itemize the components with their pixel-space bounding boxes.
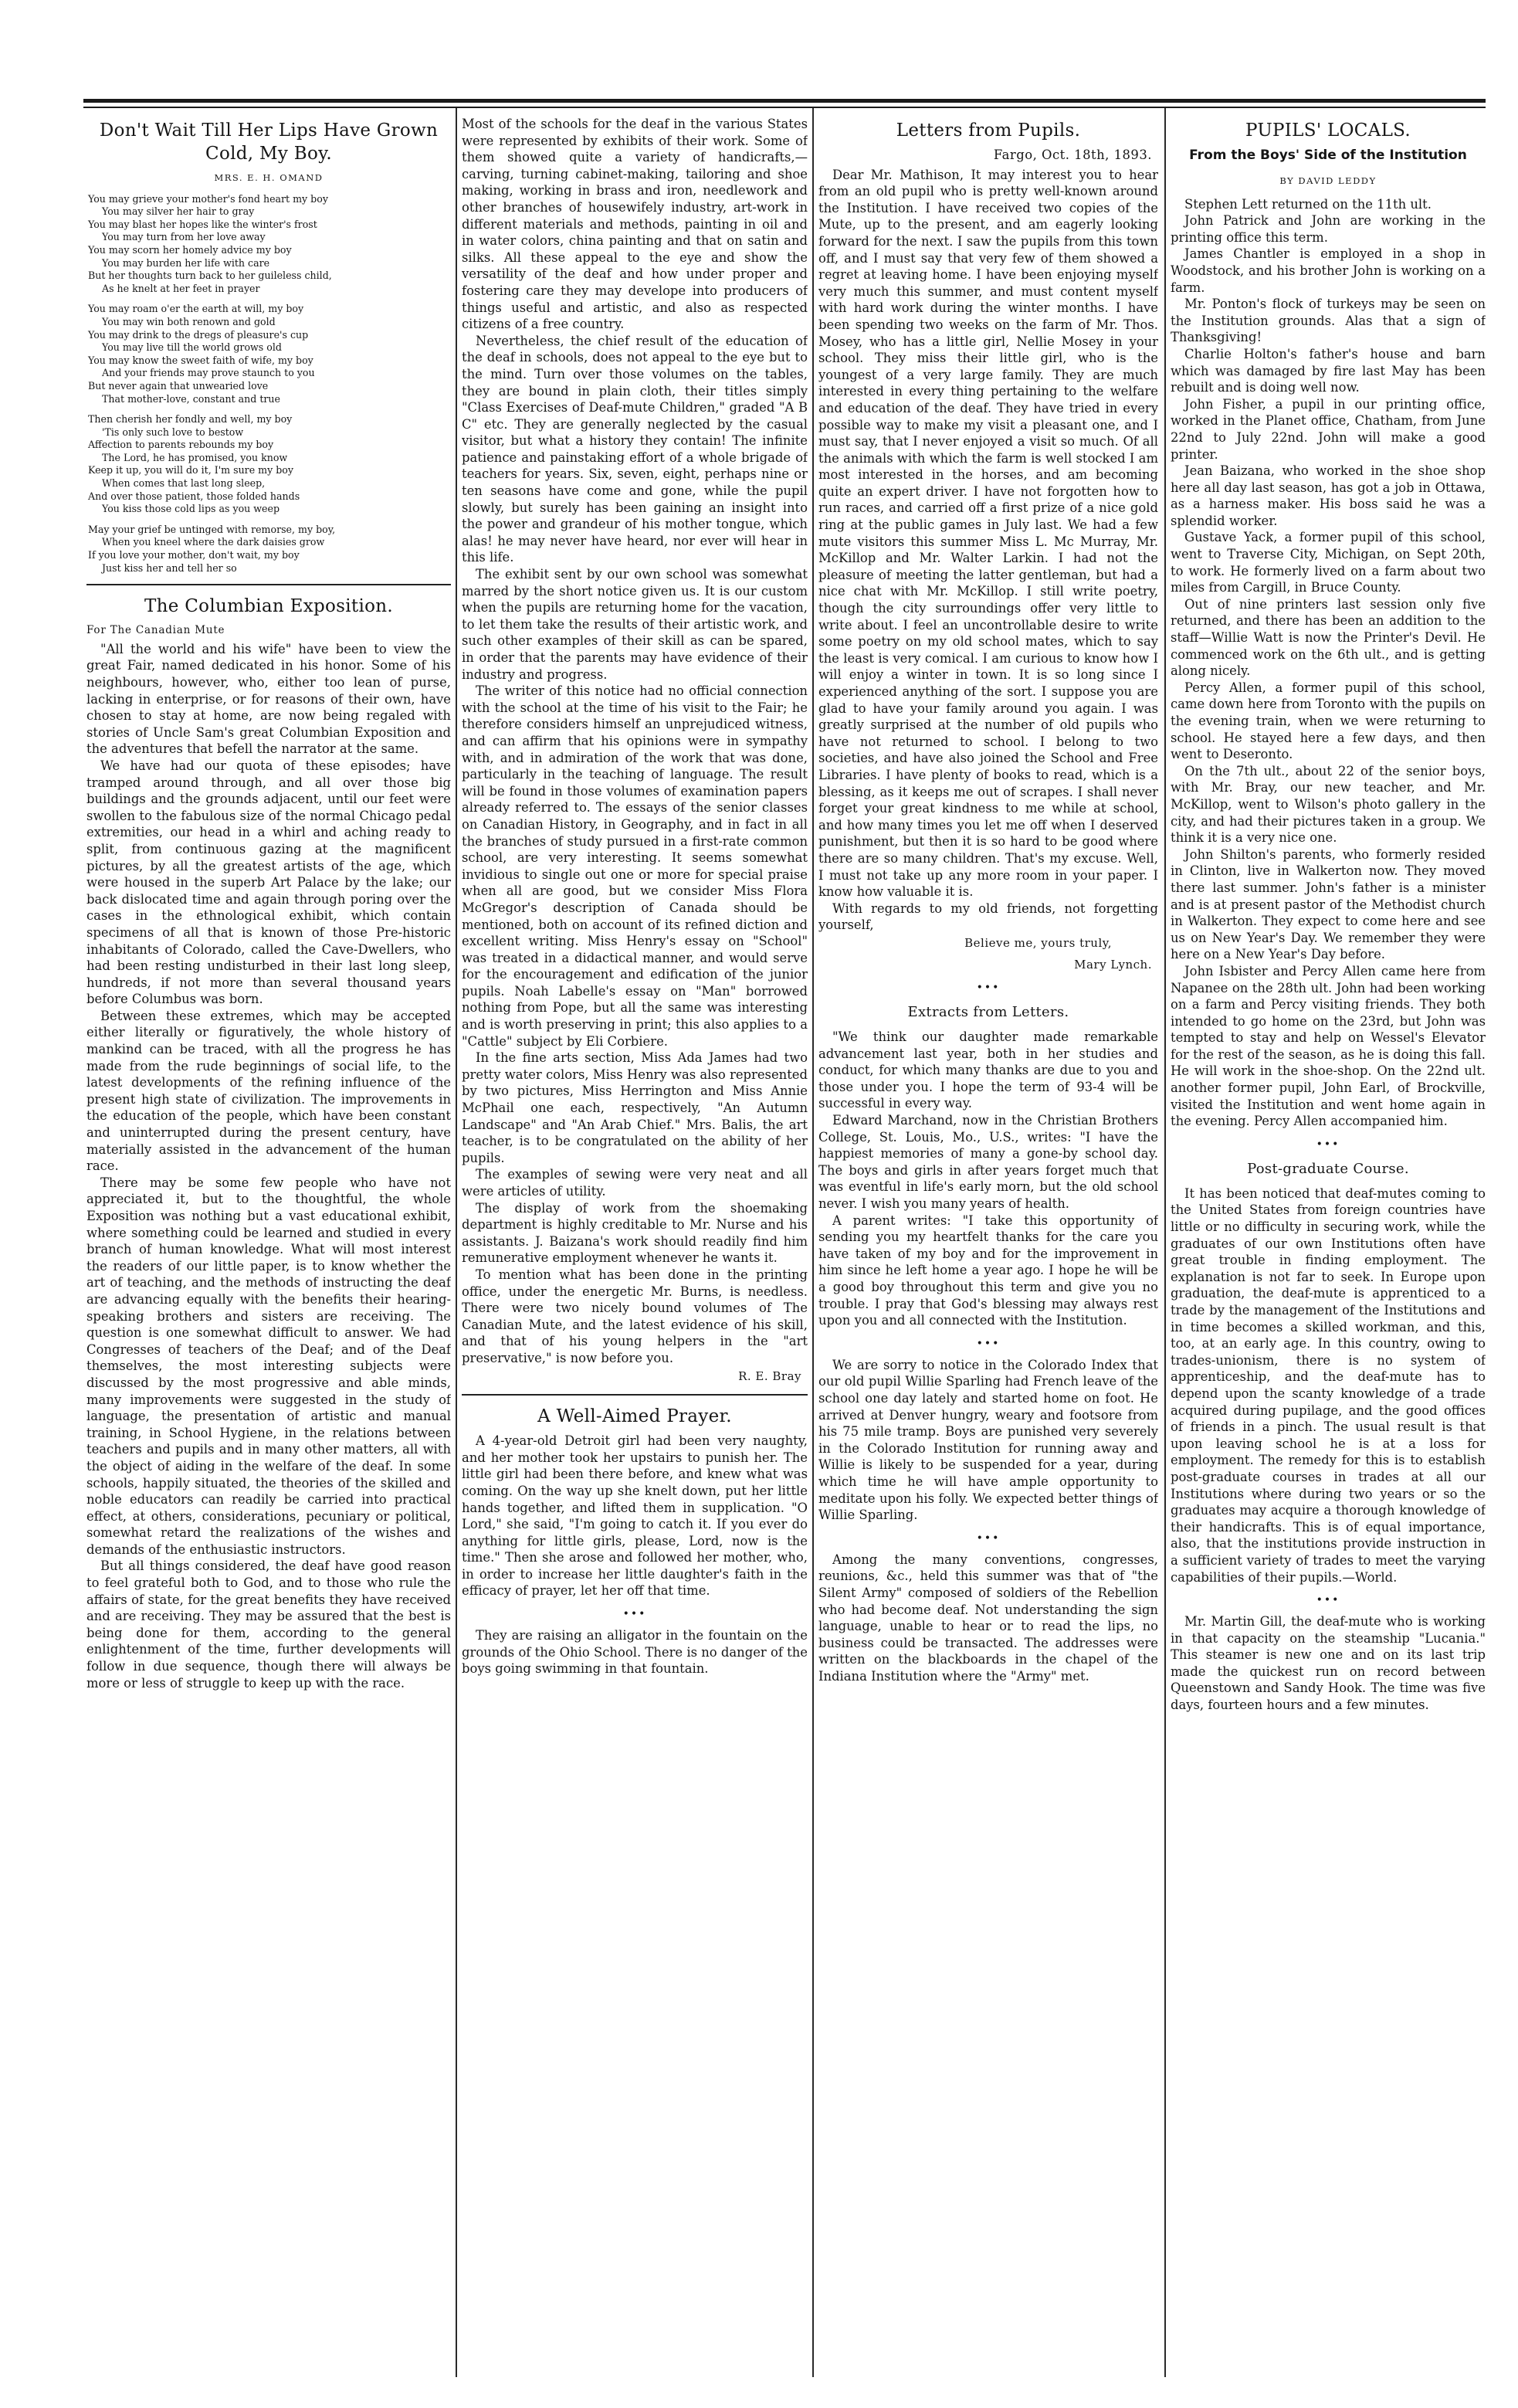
expo-paragraph: The exhibit sent by our own school was somewhat marred by the short notice given us. It is our custom when the pupils are returning home for the vacation, to let them take the results of their artistic work, and such other examples of their skill as can be spared, in order that the parents may have evidence of their industry and progress.	[462, 567, 808, 682]
poem-line: If you love your mother, don't wait, my boy	[88, 549, 300, 561]
column-rule	[456, 108, 457, 2377]
column-3	[818, 116, 1158, 2377]
extracts-paragraph: A parent writes: "I take this opportunity of sending you my heartfelt thanks for the care you have taken of my boy and for the improvement in him since he left home a year ago. I hope he will be a good boy throughout this term and give you no trouble. I pray that God's blessing may always rest upon you and all connected with the Institution.	[818, 1212, 1158, 1328]
expo-paragraph: "All the world and his wife" have been to view the great Fair, named dedicated in his honor. Some of his neighbours, however, who, either too lean of purse, lacking in enterprise, or for reasons of their own, have chosen to stay at home, are now being regaled with stories of Uncle Sam's great Columbian Exposition and the adventures that befell the narrator at the same.	[86, 641, 451, 757]
locals-item: John Fisher, a pupil in our printing office, worked in the Planet office, Chatham, from June 22nd to July 22nd. John will make a good printer.	[1171, 396, 1486, 462]
poem-line: Then cherish her fondly and well, my boy	[88, 413, 293, 426]
gill-paragraph: Mr. Martin Gill, the deaf-mute who is working in that capacity on the steamship "Lucania." This steamer is new one and on its last trip made the quickest run on record between Queenstown and Sandy Hook. The time was five days, fourteen hours and a few minutes.	[1171, 1614, 1486, 1713]
postgrad-paragraph: It has been noticed that deaf-mutes coming to the United States from foreign countries have little or no difficulty in securing work, while the graduates of our own Institutions often have great trouble in finding employment. The explanation is not far to seek. In Europe upon graduation, the deaf-mute is apprenticed to a trade by the management of the Institutions and in time becomes a skilled workman, and this, too, at an early age. In this country, owing to trades-unionism, there is no system of apprenticeship, and the deaf-mute has to depend upon the scanty knowledge of a trade acquired during pupilage, and the good offices of friends in a pinch. The usual result is that upon leaving school he is at a loss for employment. The remedy for this is to establish post-graduate courses in trades at all our Institutions where during two years or so the graduates may acquire a thorough knowledge of their handicrafts. This is of equal importance, also, that the institutions provide instruction in a sufficient variety of trades to meet the varying capabilities of their pupils.—World.	[1171, 1185, 1486, 1585]
poem-line: You may drink to the dregs of pleasure's cup	[88, 328, 309, 341]
locals-item: Mr. Ponton's flock of turkeys may be seen on the Institution grounds. Alas that a sign of Thanksgiving!	[1171, 297, 1486, 345]
locals-item: Stephen Lett returned on the 11th ult.	[1184, 196, 1432, 212]
poem-line: You may scorn her homely advice my boy	[88, 243, 292, 256]
poem-line: Just kiss her and tell her so	[102, 561, 237, 574]
extracts-title: Extracts from Letters.	[907, 1004, 1069, 1021]
expo-paragraph: But all things considered, the deaf have good reason to feel grateful both to God, and to those who rule the affairs of state, for the great benefits they have received and are receiving. They may be assured that the best is being done for them, according to the general enlightenment of the time, further developments will follow in due sequence, though there will always be more or less of struggle to keep up with the race.	[86, 1558, 451, 1691]
extracts-paragraph: "We think our daughter made remarkable advancement last year, both in her studies and conduct, for which many thanks are due to you and those under you. I hope the term of 93-4 will be successful in every way.	[818, 1029, 1158, 1111]
expo-signature: R. E. Bray	[738, 1368, 801, 1383]
locals-item: James Chantler is employed in a shop in Woodstock, and his brother John is working on a farm.	[1171, 246, 1486, 295]
ornament-divider: •••	[976, 982, 1001, 995]
poem-line: You may turn from her love away	[102, 231, 266, 243]
letter-paragraph: Dear Mr. Mathison, It may interest you to hear from an old pupil who is pretty well-known around the Institution. I have received two copies of the Mute, up to the present, and am eagerly looking forward for the next. I saw the pupils from this town off, and I must say that very few of them showed a regret at leaving home. I have been enjoying myself very much this summer, and must content myself with hard work during the winter months. I have been spending two weeks on the farm of Mr. Thos. Mosey, who has a little girl, Nellie Mosey in your school. They miss their little girl, who is the youngest of a very large family. They are much interested in every thing pertaining to the welfare and education of the deaf. They have tried in every possible way to make my visit a pleasant one, and I must say, that I never enjoyed a visit so much. Of all the animals with which the farm is well stocked I am most interested in the horses, and am becoming quite an expert driver. I have not forgotten how to run races, and carried off a first prize of a nice gold ring at the public games in July last. We had a few mute visitors this summer Miss L. Mc Murray, Mr. McKillop and Mr. Walter Larkin. I had not the pleasure of meeting the latter gentleman, but had a nice chat with Mr. McKillop. I still write poetry, though the city surroundings offer very little to write about. I feel an uncontrollable desire to write some poetry on my old school mates, which to say the least is very comical. I am curious to know how I will enjoy a winter in town. It is so long since I experienced anything of the sort. I suppose you are glad to have your family around you again. I was greatly surprised at the number of old pupils who have not returned to school. I belong to two societies, and have also joined the School and Free Libraries. I have plenty of books to read, which is a blessing, as it keeps me out of scrapes. I shall never forget your great kindness to me while at school, and how many times you let me off when I deserved punishment, but then it is so hard to be good where there are so many children. That's my excuse. Well, I must not take up any more room in your paper. I know how valuable it is.	[818, 167, 1158, 900]
locals-item: Out of nine printers last session only five returned, and there has been an addition to the staff—Willie Watt is now the Printer's Devil. He commenced work on the 6th ult., and is getting along nicely.	[1171, 596, 1486, 679]
expo-paragraph: The display of work from the shoemaking department is highly creditable to Mr. Nurse and his assistants. J. Baizana's work should readily find him remunerative employment whenever he wants it.	[462, 1200, 808, 1266]
poem-line: And over those patient, those folded hands	[88, 490, 300, 502]
locals-subtitle: From the Boys' Side of the Institution	[1189, 148, 1467, 163]
top-rule-thin	[83, 107, 1486, 108]
expo-kicker: For The Canadian Mute	[86, 624, 225, 637]
letters-title: Letters from Pupils.	[896, 120, 1081, 141]
expo-paragraph: The examples of sewing were very neat and all were articles of utility.	[462, 1167, 808, 1199]
locals-item: Gustave Yack, a former pupil of this school, went to Traverse City, Michigan, on Sept 20th, to work. He formerly lived on a farm about two miles from Cargill, in Bruce County.	[1171, 530, 1486, 595]
letter-closing: Believe me, yours truly,	[964, 935, 1112, 950]
locals-item: Charlie Holton's father's house and barn which was damaged by fire last May has been rebuilt and is doing well now.	[1171, 346, 1486, 395]
poem-line: Keep it up, you will do it, I'm sure my boy	[88, 464, 293, 477]
alligator-paragraph: They are raising an alligator in the fountain on the grounds of the Ohio School. There is no danger of the boys going swimming in that fountain.	[462, 1628, 808, 1677]
poem-line: As he knelt at her feet in prayer	[102, 282, 260, 294]
expo-paragraph: The writer of this notice had no official connection with the school at the time of his visit to the Fair; he therefore considers himself an unprejudiced witness, and can affirm that his opinions were in sympathy with, and in admiration of the work that was done, particularly in the teaching of language. The result will be found in those volumes of examination papers already referred to. The essays of the senior classes on Canadian History, in Geography, and in fact in all the branches of study pursued in a first-rate common school, are very interesting. It seems somewhat invidious to single out one or more for special praise when all are good, but we consider Miss Flora McGregor's description of Canada should be mentioned, both on account of its refined diction and excellent writing. Miss Henry's essay on "School" was treated in a didactical manner, and would serve for the encouragement and edification of the junior pupils. Noah Labelle's essay on "Man" borrowed nothing from Pope, but all the same was interesting and is worth preserving in print; this also applies to a "Cattle" subject by Eli Corbiere.	[462, 683, 808, 1049]
section-divider	[86, 584, 451, 585]
poem-line: You may blast her hopes like the winter's frost	[88, 218, 317, 230]
column-rule	[1164, 108, 1166, 2377]
poem-line: When you kneel where the dark daisies grow	[102, 536, 325, 548]
extracts-paragraph: Edward Marchand, now in the Christian Brothers College, St. Louis, Mo., U.S., writes: "I have the happiest memories of many a gone-by school day. The boys and girls in after years forget much that was eventful in life's early morn, but the old school never. I wish you many years of health.	[818, 1113, 1158, 1212]
poem-line: The Lord, he has promised, you know	[102, 451, 288, 463]
top-rule	[83, 99, 1486, 103]
expo-title: The Columbian Exposition.	[144, 596, 393, 617]
poem-stanza	[86, 413, 451, 516]
column-4	[1171, 116, 1486, 2377]
poem-line: But her thoughts turn back to her guileless child,	[88, 270, 332, 282]
poem-line: But never again that unwearied love	[88, 379, 269, 392]
poem-line: And your friends may prove staunch to you	[102, 367, 315, 379]
poem-stanza	[86, 524, 451, 575]
poem-line: You may know the sweet faith of wife, my boy	[88, 354, 313, 366]
section-divider	[462, 1394, 808, 1396]
poem-line: You kiss those cold lips as you weep	[102, 503, 280, 515]
poem-line: You may win both renown and gold	[102, 315, 276, 327]
letter-signature: Mary Lynch.	[1074, 957, 1152, 972]
locals-item: On the 7th ult., about 22 of the senior boys, with Mr. Bray, our new teacher, and Mr. McKillop, went to Wilson's photo gallery in the city, and had their pictures taken in a group. We think it is a very nice one.	[1171, 763, 1486, 846]
expo-paragraph: There may be some few people who have not appreciated it, but to the thoughtful, the whole Exposition was nothing but a vast educational exhibit, where something could be learned and studied in every branch of human knowledge. What will most interest the readers of our little paper, is to know whether the art of teaching, and the methods of instructing the deaf are advancing equally with the benefits their hearing-speaking brothers and sisters are receiving. The question is one somewhat difficult to answer. We had Congresses of teachers of the Deaf; and of the Deaf themselves, the most interesting subjects were discussed by the most progressive and able minds, many improvements were suggested in the study of language, the presentation of artistic and manual training, in School Hygiene, in the relations between teachers and pupils and in many other matters, all with the object of aiding in the welfare of the deaf. In some schools, happily situated, the theories of the skilled and noble educators can readily be carried into practical effect, at others, considerations, pecuniary or political, somewhat retard the realizations of the wishes and demands of the enthusiastic instructors.	[86, 1175, 451, 1557]
ornament-divider: •••	[976, 1337, 1001, 1350]
poem-title: Don't Wait Till Her Lips Have Grown Cold, My Boy.	[99, 120, 439, 164]
locals-item: Percy Allen, a former pupil of this school, came down here from Toronto with the pupils on the evening train, when we were returning to school. He stayed here a few days, and then went to Deseronto.	[1171, 680, 1486, 762]
prayer-paragraph: A 4-year-old Detroit girl had been very naughty, and her mother took her upstairs to punish her. The little girl had been there before, and knew what was coming. On the way up she knelt down, put her little hands together, and lifted them in supplication. "O Lord," she said, "I'm going to catch it. If you ever do anything for little girls, please, Lord, now is the time." Then she arose and followed her mother, who, in order to increase her little daughter's faith in the efficacy of prayer, let her off that time.	[462, 1433, 808, 1599]
poem-stanza	[86, 193, 451, 296]
ornament-divider: •••	[622, 1608, 647, 1621]
poem-byline: MRS. E. H. OMAND	[214, 172, 324, 183]
expo-paragraph: Most of the schools for the deaf in the various States were represented by exhibits of their work. Some of them showed quite a variety of handicrafts,— carving, turning cabinet-making, tailoring and shoe making, working in brass and iron, needlework and other branches of housewifely industry, art-work in different materials and methods, painting in oil and in water colors, china painting and that on satin and silks. All these appeal to the eye and show the versatility of the deaf and how under proper and fostering care they may develope into producers of things useful and artistic, and also as respected citizens of a free country.	[462, 117, 808, 332]
column-rule	[812, 108, 814, 2377]
poem-stanza	[86, 303, 451, 405]
locals-item: John Patrick and John are working in the printing office this term.	[1171, 213, 1486, 245]
expo-paragraph: In the fine arts section, Miss Ada James had two pretty water colors, Miss Henry was also represented by two pictures, Miss Herrington and Miss Annie McPhail one each, respectively, "An Autumn Landscape" and "An Arab Chief." Mrs. Balis, the art teacher, is to be congratulated on the ability of her pupils.	[462, 1050, 808, 1165]
poem-line: May your grief be untinged with remorse, my boy,	[88, 523, 336, 535]
expo-paragraph: We have had our quota of these episodes; have tramped around through, and all over those big buildings and the grounds adjacent, until our feet were swollen to the fabulous size of the normal Chicago pedal extremities, our head in a whirl and aching ready to split, from continuous gazing at the magnificent pictures, by all the greatest artists of the age, which were housed in the superb Art Palace by the lake; our back dislocated time and again through poring over the cases in the ethnological exhibit, which contain specimens of all that is known of those Pre-historic inhabitants of Colorado, called the Cave-Dwellers, who had been resting undisturbed in their last long sleep, hundreds, if not more than several thousand years before Columbus was born.	[86, 758, 451, 1007]
locals-byline: BY DAVID LEDDY	[1279, 175, 1377, 186]
conventions-paragraph: Among the many conventions, congresses, reunions, &c., held this summer was that of "the Silent Army" composed of soldiers of the Rebellion who had become deaf. Not understanding the sign language, unable to hear or to read the lips, no business could be transacted. The addresses were written on the blackboards in the chapel of the Indiana Institution where the "Army" met.	[818, 1552, 1158, 1684]
locals-title: PUPILS' LOCALS.	[1245, 120, 1411, 141]
prayer-title: A Well-Aimed Prayer.	[537, 1406, 732, 1427]
expo-paragraph: Nevertheless, the chief result of the education of the deaf in schools, does not appeal to the eye but to the mind. Turn over those volumes on the tables, they are bound in plain cloth, their titles simply "Class Exercises of Deaf-mute Children," graded "A B C" etc. They are generally neglected by the casual visitor, but what a history they contain! The infinite patience and painstaking effort of a whole brigade of teachers for years. Six, seven, eight, perhaps nine or ten seasons have come and gone, while the pupil slowly, but surely has been gaining an insight into the power and grandeur of his mother tongue, which alas! he may never have heard, nor ever will hear in this life.	[462, 333, 808, 565]
poem-line: You may live till the world grows old	[102, 341, 282, 354]
poem-line: You may silver her hair to gray	[102, 205, 255, 218]
locals-item: Jean Baizana, who worked in the shoe shop here all day last season, has got a job in Ottawa, as a harness maker. His boss said he was a splendid worker.	[1171, 463, 1486, 528]
locals-item: John Isbister and Percy Allen came here from Napanee on the 28th ult. John had been working on a farm and Percy visiting friends. They both intended to go home on the 23rd, but John was tempted to stay and help on Wessel's Elevator for the rest of the season, as he is doing this fall. He will work in the shoe-shop. On the 22nd ult. another former pupil, John Earl, of Brockville, visited the Institution and went home again in the evening. Percy Allen accompanied him.	[1171, 963, 1486, 1129]
poem-line: You may roam o'er the earth at will, my boy	[88, 303, 304, 315]
colorado-paragraph: We are sorry to notice in the Colorado Index that our old pupil Willie Sparling had French leave of the school one day lately and started home on foot. He arrived at Denver hungry, weary and footsore from his 75 mile tramp. Boys are punished very severely in the Colorado Institution for running away and Willie is likely to be suspended for a year, during which time he will have ample opportunity to meditate upon his folly. We expected better things of Willie Sparling.	[818, 1357, 1158, 1523]
postgrad-title: Post-graduate Course.	[1247, 1160, 1409, 1177]
poem-line: You may burden her life with care	[102, 256, 270, 269]
letter-paragraph: With regards to my old friends, not forgetting yourself,	[818, 900, 1158, 933]
locals-item: John Shilton's parents, who formerly resided in Clinton, live in Walkerton now. They moved there last summer. John's father is a minister and is at present pastor of the Methodist church in Walkerton. They expect to come here and see us on New Year's Day. We remember they were here on a New Year's Day before.	[1171, 846, 1486, 962]
ornament-divider: •••	[1316, 1138, 1340, 1151]
letter-date: Fargo, Oct. 18th, 1893.	[993, 148, 1152, 162]
poem-line: You may grieve your mother's fond heart my boy	[88, 192, 328, 205]
poem-line: 'Tis only such love to bestow	[102, 426, 244, 438]
expo-paragraph: Between these extremes, which may be accepted either literally or figuratively, the whole history of mankind can be traced, with all the progress he has made from the rude beginnings of social life, to the latest developments of the refining influence of the present high state of civilization. The improvements in the education of the people, which have been constant and uninterrupted during the present century, have materially assisted in the advancement of the human race.	[86, 1008, 451, 1174]
expo-paragraph: To mention what has been done in the printing office, under the energetic Mr. Burns, is needless. There were two nicely bound volumes of The Canadian Mute, and the latest evidence of his skill, and that of his young helpers in the "art preservative," is now before you.	[462, 1267, 808, 1365]
poem-line: That mother-love, constant and true	[102, 392, 280, 405]
poem-line: When comes that last long sleep,	[102, 477, 266, 490]
ornament-divider: •••	[1316, 1594, 1340, 1607]
ornament-divider: •••	[976, 1531, 1001, 1545]
column-2	[462, 116, 808, 2377]
column-1	[86, 116, 451, 2377]
poem-line: Affection to parents rebounds my boy	[88, 439, 274, 451]
